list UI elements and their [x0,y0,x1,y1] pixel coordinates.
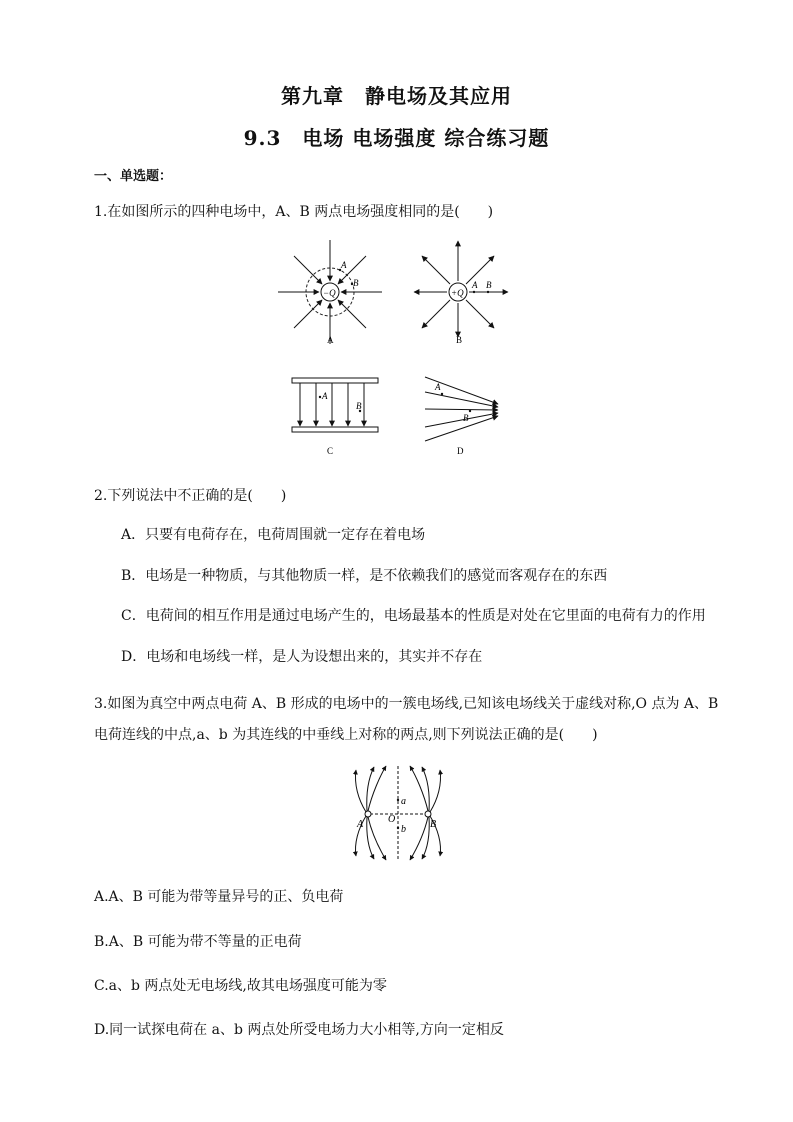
q3-option-b[interactable]: B.A、B 可能为带不等量的正电荷 [94,934,302,950]
q3-option-c[interactable]: C.a、b 两点处无电场线,故其电场强度可能为零 [94,978,387,994]
panel-label-c: C [327,446,334,456]
panel-label-d: D [457,446,464,456]
q2-option-c[interactable]: C．电荷间的相互作用是通过电场产生的，电场最基本的性质是对处在它里面的电荷有力的作用 [121,608,706,624]
point-a-label: A [341,260,347,270]
bottom-plate [292,427,378,432]
point-a-label: A [322,391,328,401]
point-b-label: B [486,280,492,290]
point-o-label: O [388,814,396,825]
q1-panel-d [425,377,498,456]
point-b-label: B [356,401,362,411]
question-2-text: 2.下列说法中不正确的是( ) [94,488,287,504]
point-b-label: b [401,824,406,835]
q1-panel-b [414,241,508,345]
question-1-text: 1.在如图所示的四种电场中，A、B 两点电场强度相同的是( ) [94,204,494,220]
point-b-label: B [463,413,469,423]
charge-label-neg: −Q [323,288,336,298]
point-a-label: A [472,280,478,290]
chapter-title: 第九章 静电场及其应用 [281,84,512,108]
point-a-label: a [401,796,406,807]
q2-option-a[interactable]: A．只要有电荷存在，电荷周围就一定存在着电场 [121,527,426,543]
top-plate [292,378,378,383]
question-type-heading: 一、单选题： [94,169,173,184]
panel-label-a: A [327,335,334,345]
q1-panel-c [292,378,378,456]
panel-label-b: B [456,335,463,345]
charge-label-pos: +Q [451,288,464,298]
q1-panel-a [278,240,382,345]
q3-option-a[interactable]: A.A、B 可能为带等量异号的正、负电荷 [94,889,344,905]
charge-b-label: B [430,819,437,830]
q3-option-d[interactable]: D.同一试探电荷在 a、b 两点处所受电场力大小相等,方向一定相反 [94,1022,504,1038]
point-a-label: A [435,382,441,392]
q2-option-d[interactable]: D．电场和电场线一样，是人为设想出来的，其实并不存在 [121,649,483,665]
question-3-text-line1: 3.如图为真空中两点电荷 A、B 形成的电场中的一簇电场线,已知该电场线关于虚线对称,O 点为 A、B [94,696,719,712]
point-b-label: B [353,278,359,288]
q2-option-b[interactable]: B．电场是一种物质，与其他物质一样，是不依赖我们的感觉而客观存在的东西 [121,568,608,584]
question-3-text-line2: 电荷连线的中点,a、b 为其连线的中垂线上对称的两点,则下列说法正确的是( ) [94,727,598,743]
q1-figure [270,235,530,465]
q3-figure [350,764,446,862]
charge-a-label: A [357,819,364,830]
section-title: 9.3 电场 电场强度 综合练习题 [243,126,550,150]
